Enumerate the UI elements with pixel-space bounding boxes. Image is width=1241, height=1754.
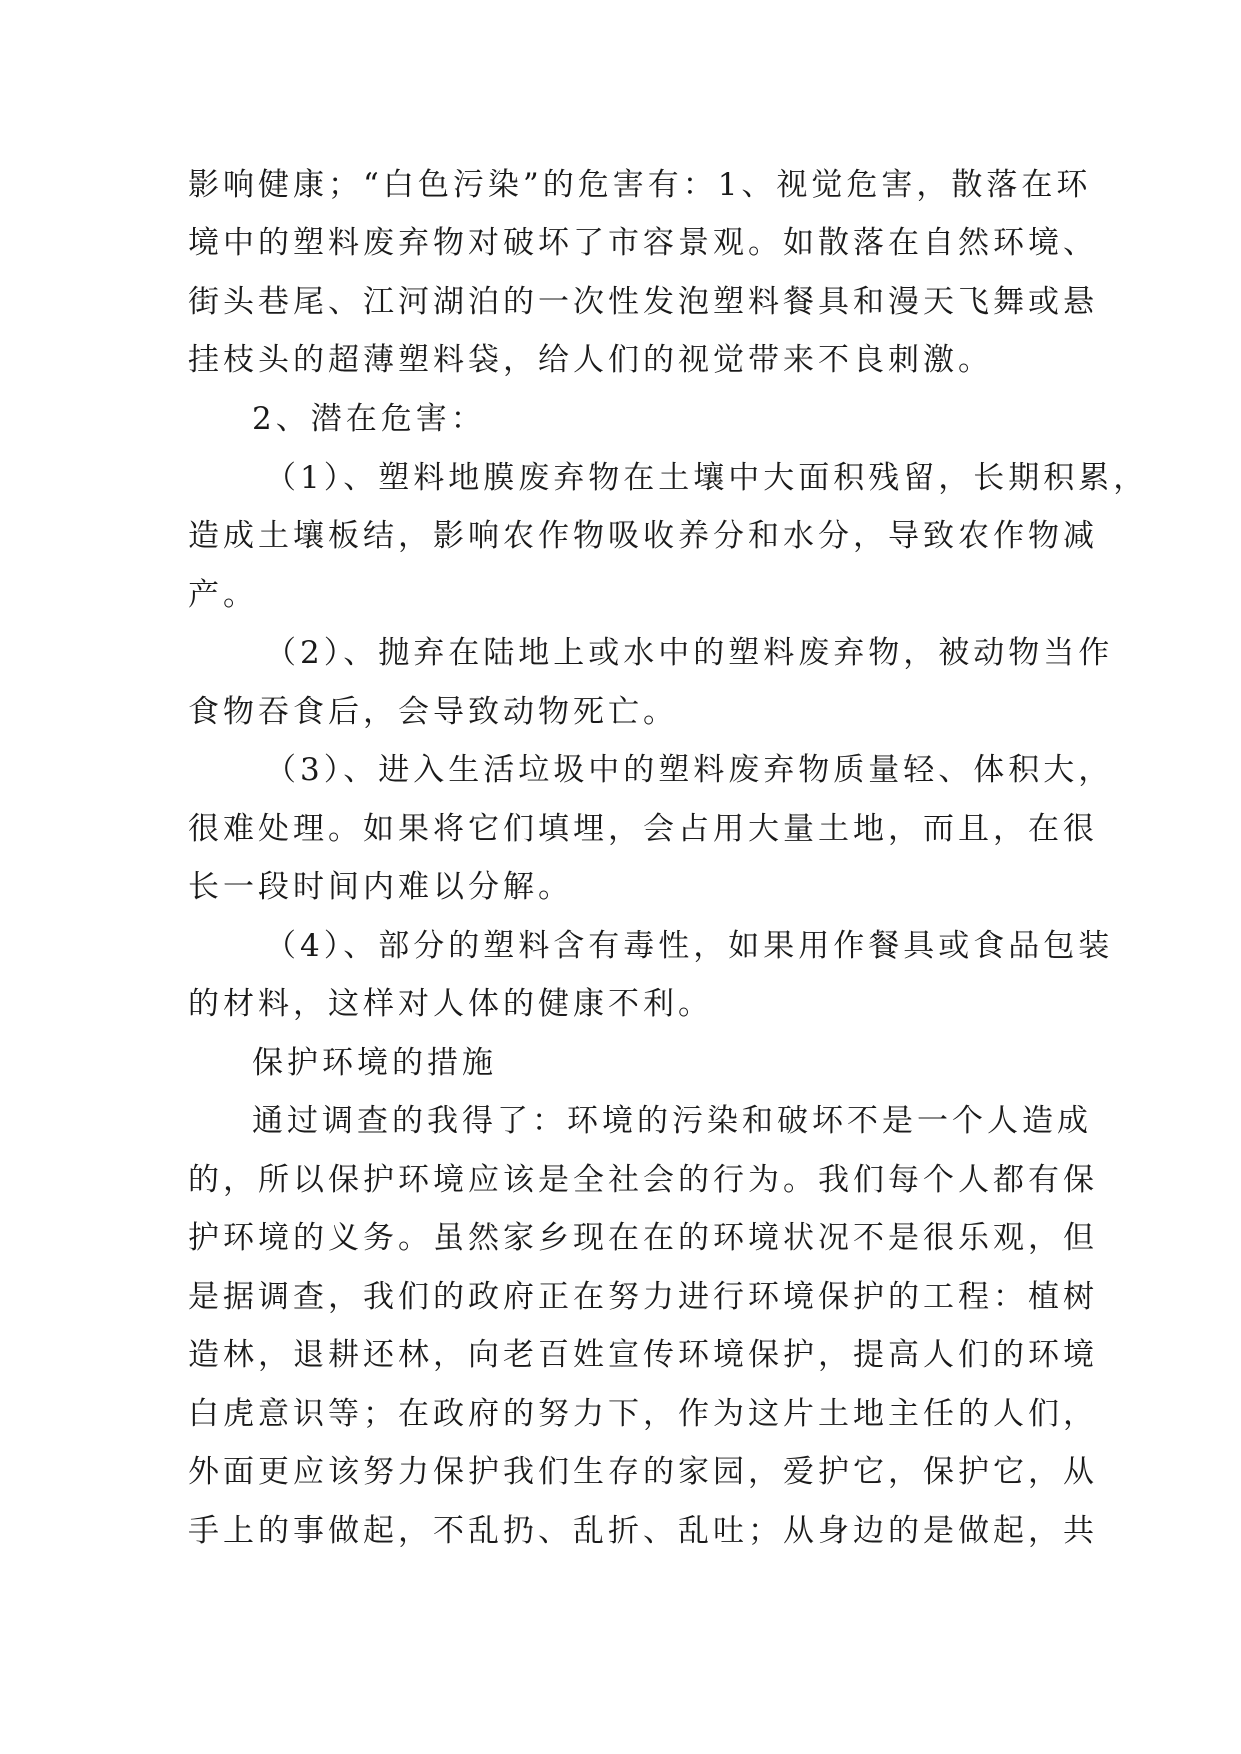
text-line: 造林，退耕还林，向老百姓宣传环境保护，提高人们的环境 (188, 1337, 1098, 1373)
section-heading-protection-measures: 保护环境的措施 (252, 1045, 497, 1081)
text-line: 长一段时间内难以分解。 (188, 869, 573, 905)
text-line: （1）、塑料地膜废弃物在土壤中大面积残留，长期积累， (265, 460, 1149, 496)
text-line: 产。 (188, 577, 258, 613)
text-line: 护环境的义务。虽然家乡现在在的环境状况不是很乐观，但 (188, 1220, 1098, 1256)
text-line: 的，所以保护环境应该是全社会的行为。我们每个人都有保 (188, 1162, 1098, 1198)
text-line: （3）、进入生活垃圾中的塑料废弃物质量轻、体积大， (265, 752, 1114, 788)
text-line: 的材料，这样对人体的健康不利。 (188, 986, 713, 1022)
text-line: 街头巷尾、江河湖泊的一次性发泡塑料餐具和漫天飞舞或悬 (188, 284, 1098, 320)
text-line: 是据调查，我们的政府正在努力进行环境保护的工程：植树 (188, 1279, 1098, 1315)
section-heading-latent-harm: 2、潜在危害： (252, 401, 486, 437)
text-line: 白虎意识等；在政府的努力下，作为这片土地主任的人们， (188, 1396, 1098, 1432)
text-line: 外面更应该努力保护我们生存的家园，爱护它，保护它，从 (188, 1454, 1098, 1490)
text-line: 通过调查的我得了：环境的污染和破坏不是一个人造成 (252, 1103, 1092, 1139)
text-line: 境中的塑料废弃物对破坏了市容景观。如散落在自然环境、 (188, 225, 1098, 261)
text-line: 影响健康；“白色污染”的危害有：1、视觉危害，散落在环 (188, 167, 1092, 203)
text-line: 造成土壤板结，影响农作物吸收养分和水分，导致农作物减 (188, 518, 1098, 554)
text-line: （4）、部分的塑料含有毒性，如果用作餐具或食品包装 (265, 928, 1114, 964)
text-line: （2）、抛弃在陆地上或水中的塑料废弃物，被动物当作 (265, 635, 1114, 671)
text-line: 食物吞食后，会导致动物死亡。 (188, 694, 678, 730)
text-line: 手上的事做起，不乱扔、乱折、乱吐；从身边的是做起，共 (188, 1513, 1098, 1549)
text-line: 很难处理。如果将它们填埋，会占用大量土地，而且，在很 (188, 811, 1098, 847)
text-line: 挂枝头的超薄塑料袋，给人们的视觉带来不良刺激。 (188, 342, 993, 378)
